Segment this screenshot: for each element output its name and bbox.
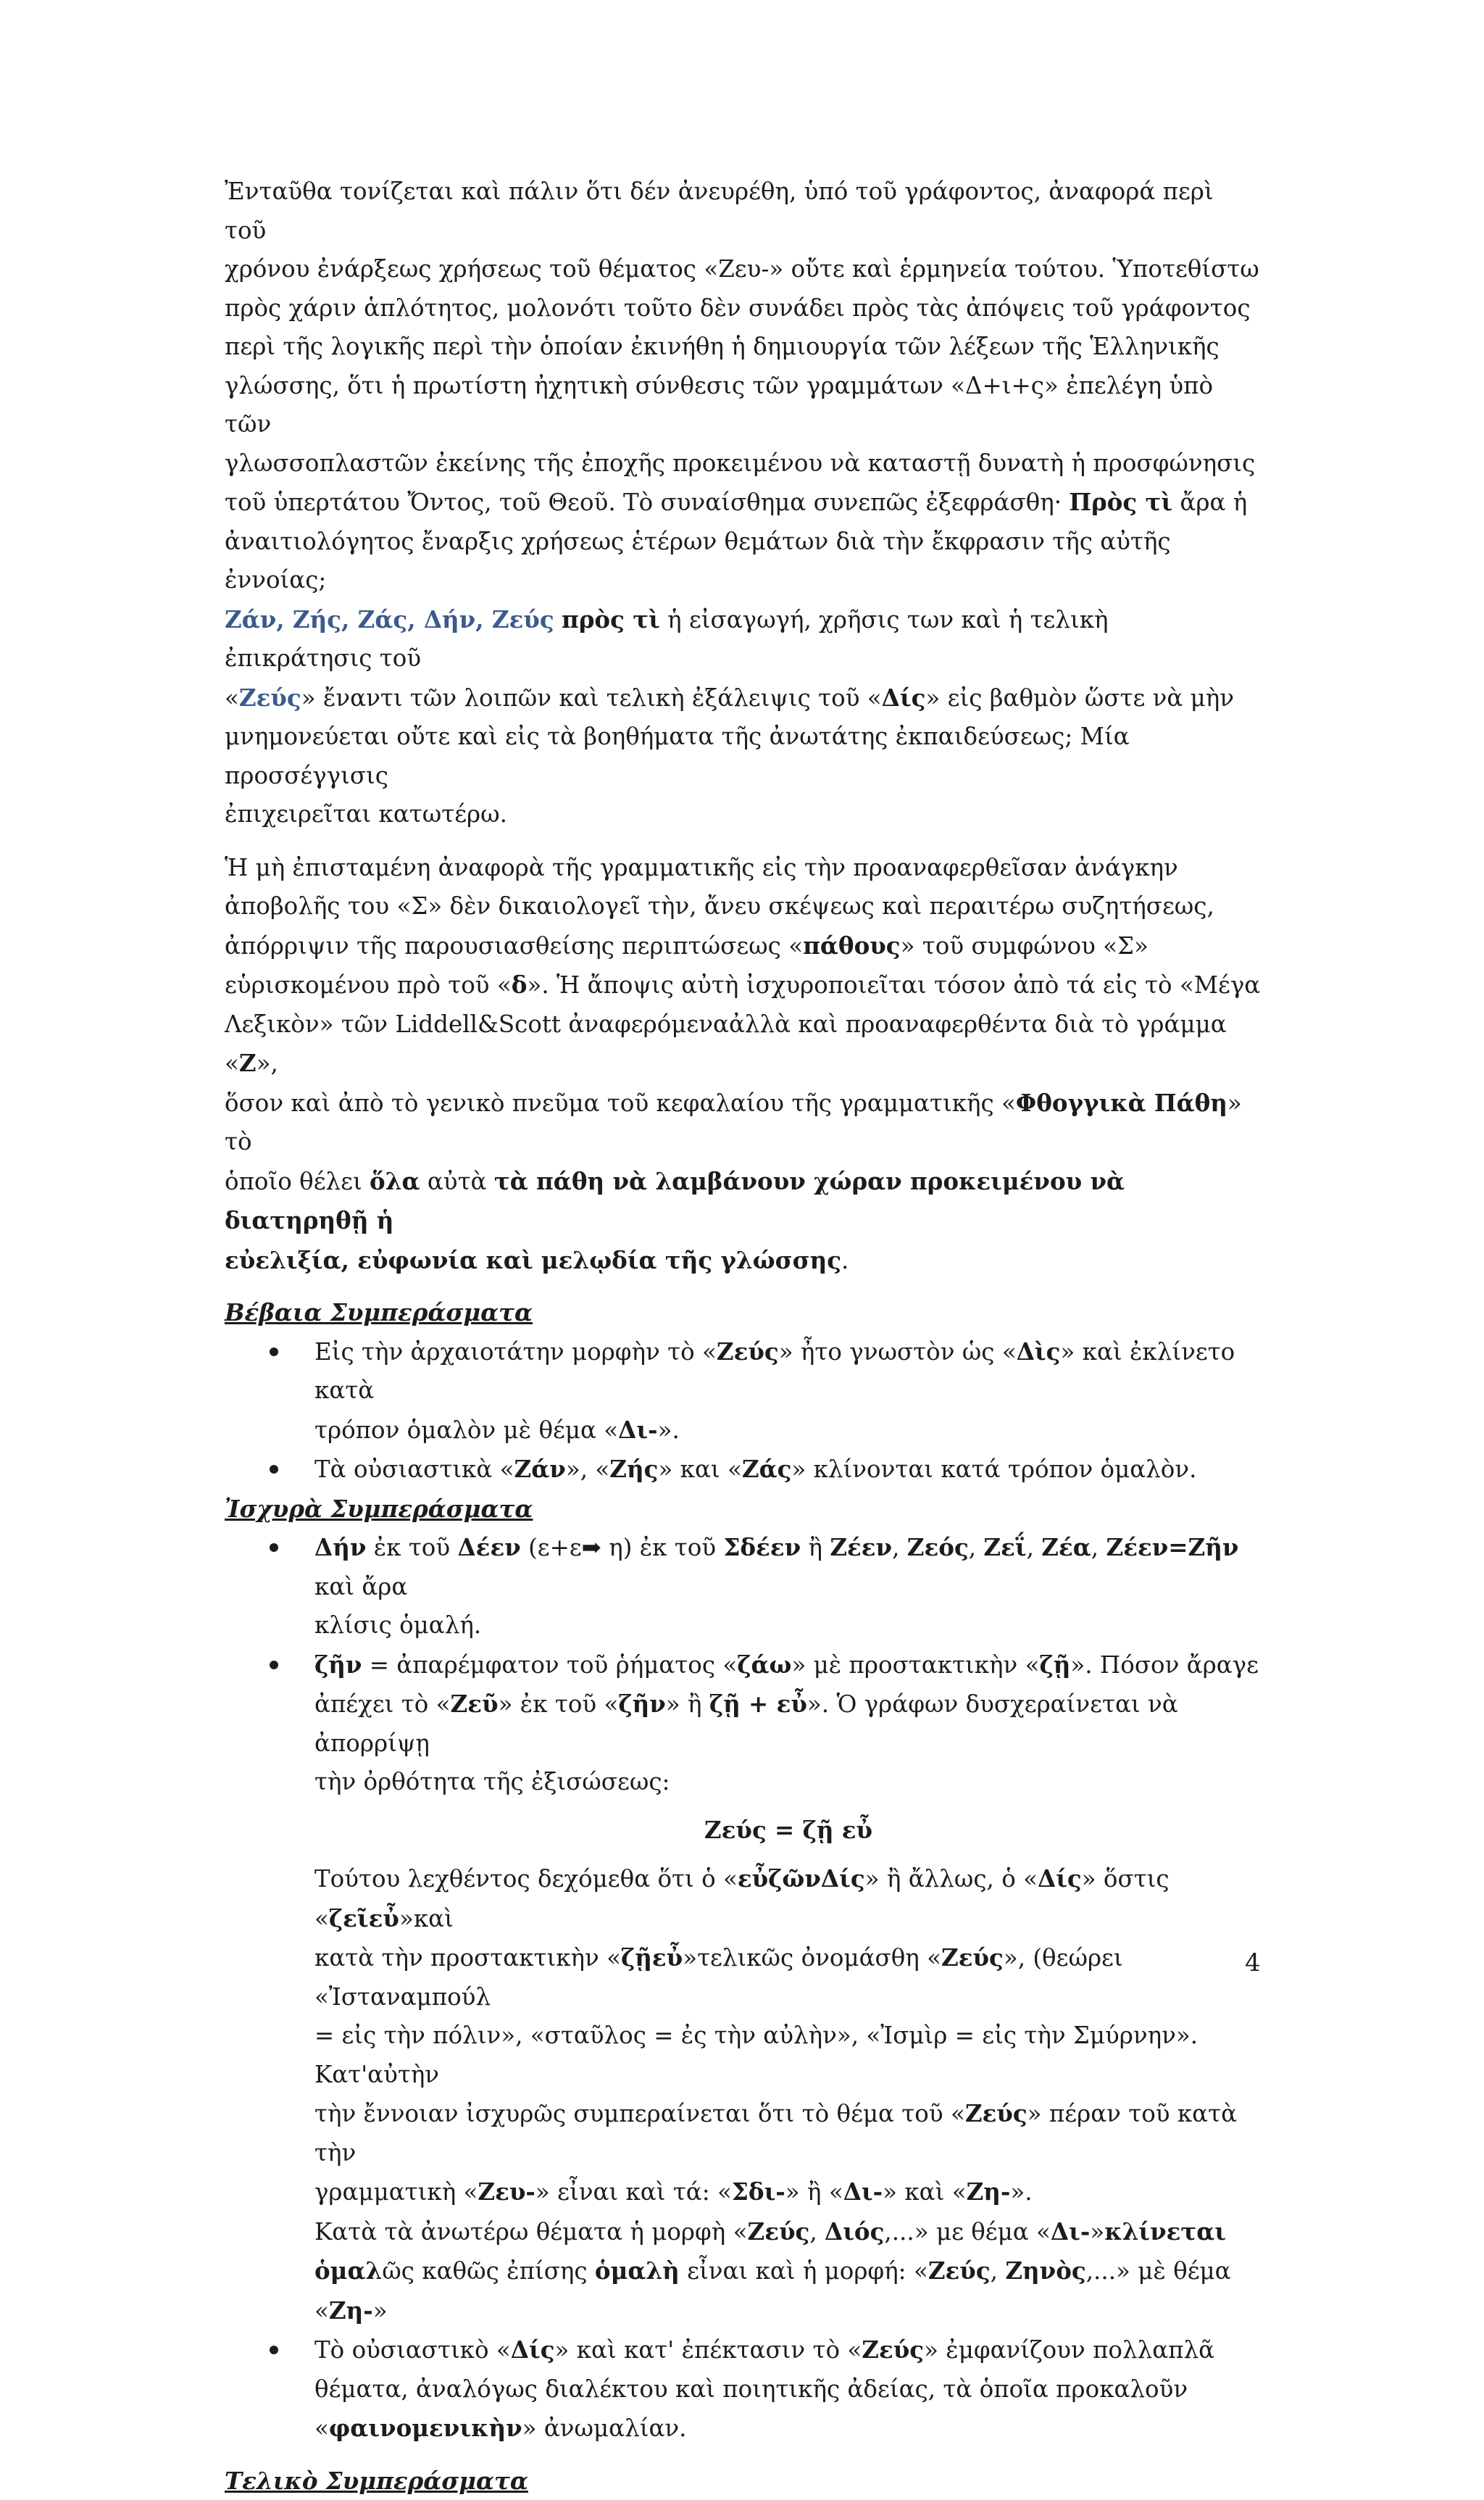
text-line: περὶ τῆς λογικῆς περὶ τὴν ὁποίαν ἐκινήθη ἡ δημιουργία τῶν λέξεων τῆς Ἑλληνικῆς [225, 328, 1262, 367]
bullet-icon [270, 2346, 278, 2354]
section-heading-certain-conclusions: Βέβαια Συμπεράσματα [225, 1293, 1262, 1332]
page-number: 4 [1245, 1948, 1261, 1977]
text-line: γραμματικὴ «Ζευ-» εἶναι καὶ τά: «Σδι-» ἢ «Δι-» καὶ «Ζη-». [314, 2172, 1262, 2212]
highlighted-name: Ζεύς [239, 684, 301, 712]
list-item: Εἰς τὴν ἀρχαιοτάτην μορφὴν τὸ «Ζεύς» ἦτο γνωστὸν ὡς «Δὶς» καὶ ἐκλίνετο κατὰ τρόπον ὁμαλὸν μὲ θέμα «Δι-». [225, 1332, 1262, 1450]
list-item: Δήν ἐκ τοῦ Δέεν (ε+ε➡ η) ἐκ τοῦ Σδέεν ἢ Ζέεν, Ζεός, Ζεΐ, Ζέα, Ζέεν=Ζῆν καὶ ἄρα κλίσις ὁμαλή. [225, 1528, 1262, 1645]
list-item: Τὰ οὐσιαστικὰ «Ζάν», «Ζής» και «Ζάς» κλίνονται κατά τρόπον ὁμαλὸν. [225, 1450, 1262, 1490]
bullet-icon [270, 1661, 278, 1669]
text-line: εὐελιξία, εὐφωνία καὶ μελῳδία τῆς γλώσσης. [225, 1241, 1262, 1281]
highlighted-names: Ζάν, Ζής, Ζάς, Δήν, Ζεύς [225, 605, 554, 634]
text-line: = εἰς τὴν πόλιν», «σταῦλος = ἐς τὴν αὐλὴν», «Ἰσμὶρ = εἰς τὴν Σμύρνην». Κατ'αὐτὴν [314, 2017, 1262, 2094]
equation: Ζεύς = ζῇ εὖ [225, 1811, 1262, 1850]
text-line: ἀναιτιολόγητος ἔναρξις χρήσεως ἑτέρων θεμάτων διὰ τὴν ἔκφρασιν τῆς αὐτῆς ἐννοίας; [225, 523, 1262, 600]
section-heading-final-conclusions: Τελικὸ Συμπεράσματα [225, 2462, 1262, 2500]
emphasis: Δίς [882, 684, 926, 712]
text-line: ὅσον καὶ ἀπὸ τὸ γενικὸ πνεῦμα τοῦ κεφαλαίου τῆς γραμματικῆς «Φθογγικὰ Πάθη» τὸ [225, 1084, 1262, 1162]
list-item: ζῆν = ἀπαρέμφατον τοῦ ῥήματος «ζάω» μὲ προστακτικὴν «ζῇ». Πόσον ἄραγε ἀπέχει τὸ «Ζεῦ» ἐκ τοῦ «ζῆν» ἢ ζῇ + εὖ». Ὁ γράφων δυσχεραίνεται νὰ ἀπορρίψῃ τὴν ὀρθότητα τῆς ἐξισώσεως: [225, 1645, 1262, 1802]
text-line: «Ζεύς» ἔναντι τῶν λοιπῶν καὶ τελικὴ ἐξάλειψις τοῦ «Δίς» εἰς βαθμὸν ὥστε νὰ μὴν [225, 678, 1262, 718]
emphasis: Πρὸς τὶ [1069, 488, 1172, 516]
text-line: μνημονεύεται οὔτε καὶ εἰς τὰ βοηθήματα τῆς ἀνωτάτης ἐκπαιδεύσεως; Μία προσσέγγισις [225, 718, 1262, 795]
text-line: ἀπόρριψιν τῆς παρουσιασθείσης περιπτώσεως «πάθους» τοῦ συμφώνου «Σ» [225, 926, 1262, 966]
text-line: εὑρισκομένου πρὸ τοῦ «δ». Ἡ ἄποψις αὐτὴ ἰσχυροποιεῖται τόσον ἀπὸ τά εἰς τὸ «Μέγα [225, 965, 1262, 1005]
text-line: γλώσσης, ὅτι ἡ πρωτίστη ἠχητικὴ σύνθεσις τῶν γραμμάτων «Δ+ι+ς» ἐπελέγη ὑπὸ τῶν [225, 367, 1262, 444]
text-line: Κατὰ τὰ ἀνωτέρω θέματα ἡ μορφὴ «Ζεύς, Διός,...» με θέμα «Δι-»κλίνεται [314, 2212, 1262, 2252]
text-line: πρὸς χάριν ἁπλότητος, μολονότι τοῦτο δὲν συνάδει πρὸς τὰς ἀπόψεις τοῦ γράφοντος [225, 289, 1262, 328]
text-line: ὁμαλῶς καθῶς ἐπίσης ὁμαλὴ εἶναι καὶ ἡ μορφή: «Ζεύς, Ζηνὸς,...» μὲ θέμα «Ζη-» [314, 2251, 1262, 2330]
text-line: ἐπιχειρεῖται κατωτέρω. [225, 795, 1262, 834]
paragraph-2 [225, 849, 1262, 1281]
bullet-icon [270, 1465, 278, 1474]
text-line: Ἡ μὴ ἐπισταμένη ἀναφορὰ τῆς γραμματικῆς εἰς τὴν προαναφερθεῖσαν ἀνάγκην [225, 849, 1262, 888]
text-line: Ἐνταῦθα τονίζεται καὶ πάλιν ὅτι δέν ἀνευρέθη, ὑπό τοῦ γράφοντος, ἀναφορά περὶ τοῦ [225, 173, 1262, 250]
text-line: τὴν ἔννοιαν ἰσχυρῶς συμπεραίνεται ὅτι τὸ θέμα τοῦ «Ζεύς» πέραν τοῦ κατὰ τὴν [314, 2094, 1262, 2172]
bullet-icon [270, 1543, 278, 1552]
section-heading-strong-conclusions: Ἰσχυρὰ Συμπεράσματα [225, 1490, 1262, 1529]
text-line: Ζάν, Ζής, Ζάς, Δήν, Ζεύς πρὸς τὶ ἡ εἰσαγωγή, χρῆσις των καὶ ἡ τελικὴ ἐπικράτησις τοῦ [225, 600, 1262, 678]
text-line: γλωσσοπλαστῶν ἐκείνης τῆς ἐποχῆς προκειμένου νὰ καταστῇ δυνατὴ ἡ προσφώνησις [225, 444, 1262, 483]
text-line: χρόνου ἐνάρξεως χρήσεως τοῦ θέματος «Ζευ-» οὔτε καὶ ἑρμηνεία τούτου. Ὑποτεθίστω [225, 250, 1262, 289]
list-item: Τὸ οὐσιαστικὸ «Δίς» καὶ κατ' ἐπέκτασιν τὸ «Ζεύς» ἐμφανίζουν πολλαπλᾶ θέματα, ἀναλόγως διαλέκτου καὶ ποιητικῆς ἀδείας, τὰ ὁποῖα προκαλοῦν «φαινομενικὴν» ἀνωμαλίαν. [225, 2330, 1262, 2449]
bullet-icon [270, 1347, 278, 1356]
text-line: ἀποβολῆς του «Σ» δὲν δικαιολογεῖ τὴν, ἄνευ σκέψεως καὶ περαιτέρω συζητήσεως, [225, 887, 1262, 926]
bullet-list [225, 1332, 1262, 1490]
text-line: Τούτου λεχθέντος δεχόμεθα ὅτι ὁ «εὖζῶνΔίς» ἢ ἄλλως, ὁ «Δίς» ὅστις «ζεῖεὖ»καὶ [314, 1859, 1262, 1938]
emphasis: πρὸς τὶ [562, 605, 660, 634]
text-line: Λεξικὸν» τῶν Liddell&Scott ἀναφερόμεναἀλλὰ καὶ προαναφερθέντα διὰ τὸ γράμμα «Ζ», [225, 1005, 1262, 1084]
equation-commentary [225, 1859, 1262, 2330]
bullet-list [225, 1528, 1262, 1802]
paragraph-1 [225, 173, 1262, 834]
bullet-list [225, 2330, 1262, 2449]
document-body [225, 173, 1262, 2500]
text-line: ὁποῖο θέλει ὅλα αὐτὰ τὰ πάθη νὰ λαμβάνουν χώραν προκειμένου νὰ διατηρηθῇ ἡ [225, 1162, 1262, 1241]
text-line: κατὰ τὴν προστακτικὴν «ζῇεὖ»τελικῶς ὀνομάσθη «Ζεύς», (θεώρει «Ἰσταναμπούλ [314, 1938, 1262, 2017]
text-line: τοῦ ὑπερτάτου Ὄντος, τοῦ Θεοῦ. Τὸ συναίσθημα συνεπῶς ἐξεφράσθη· Πρὸς τὶ ἄρα ἡ [225, 483, 1262, 523]
